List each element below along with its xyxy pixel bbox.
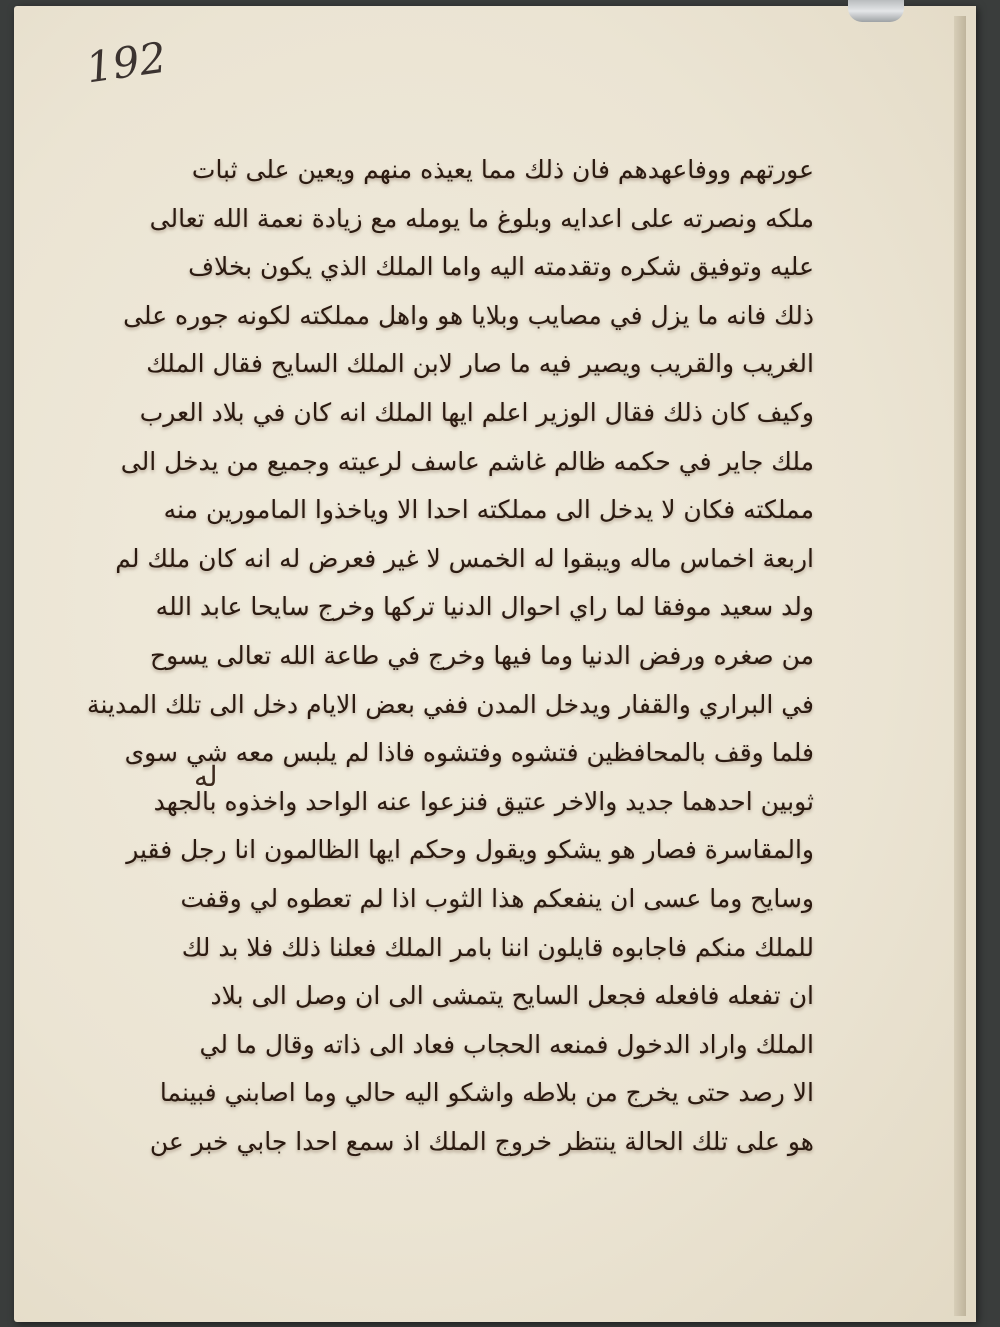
text-line: ان تفعله فافعله فجعل السايح يتمشى الى ان وصل الى بلاد [210, 981, 814, 1011]
text-line: للملك منكم فاجابوه قايلون اننا بامر الملك فعلنا ذلك فلا بد لك [181, 932, 814, 962]
text-line: وسايح وما عسى ان ينفعكم هذا الثوب اذا لم تعطوه لي وقفت [180, 883, 814, 913]
text-line: والمقاسرة فصار هو يشكو ويقول وحكم ايها الظالمون انا رجل فقير [126, 835, 814, 865]
text-line: وكيف كان ذلك فقال الوزير اعلم ايها الملك انه كان في بلاد العرب [139, 397, 814, 427]
page-edge [954, 16, 966, 1316]
text-line: عليه وتوفيق شكره وتقدمته اليه واما الملك الذي يكون بخلاف [188, 252, 814, 282]
binder-clip [848, 0, 904, 22]
folio-number: 192 [82, 32, 170, 93]
manuscript-page [14, 6, 976, 1322]
text-line: من صغره ورفض الدنيا وما فيها وخرج في طاعة الله تعالى يسوح [150, 640, 814, 670]
text-line: اربعة اخماس ماله ويبقوا له الخمس لا غير فعرض له انه كان ملك لم [115, 543, 814, 573]
text-line: مملكته فكان لا يدخل الى مملكته احدا الا وياخذوا المامورين منه [163, 495, 814, 525]
text-line: الغريب والقريب ويصير فيه ما صار لابن الملك السايح فقال الملك [146, 349, 814, 379]
text-line: عورتهم ووفاعهدهم فان ذلك مما يعيذه منهم ويعين على ثبات [191, 155, 814, 184]
text-line: ولد سعيد موفقا لما راي احوال الدنيا تركها وخرج سايحا عابد الله [155, 592, 814, 622]
text-line: ملكه ونصرته على اعدايه وبلوغ ما يومله مع زيادة نعمة الله تعالى [149, 203, 814, 233]
manuscript-text [87, 146, 814, 1166]
margin-note: له [194, 760, 218, 793]
text-line: الا رصد حتى يخرج من بلاطه واشكو اليه حالي وما اصابني فبينما [159, 1078, 814, 1108]
text-line: ثوبين احدهما جديد والاخر عتيق فنزعوا عنه الواحد واخذوه بالجهد [153, 786, 814, 816]
text-line: في البراري والقفار ويدخل المدن ففي بعض الايام دخل الى تلك المدينة [87, 689, 814, 719]
text-line: هو على تلك الحالة ينتظر خروج الملك اذ سمع احدا جابي خبر عن [149, 1126, 814, 1156]
text-line: الملك واراد الدخول فمنعه الحجاب فعاد الى ذاته وقال ما لي [199, 1029, 814, 1059]
text-line: ذلك فانه ما يزل في مصايب وبلايا هو واهل مملكته لكونه جوره على [123, 300, 814, 330]
text-line: ملك جاير في حكمه ظالم غاشم عاسف لرعيته وجميع من يدخل الى [120, 446, 814, 476]
text-line: فلما وقف بالمحافظين فتشوه وفتشوه فاذا لم يلبس معه شي سوى [124, 738, 814, 768]
